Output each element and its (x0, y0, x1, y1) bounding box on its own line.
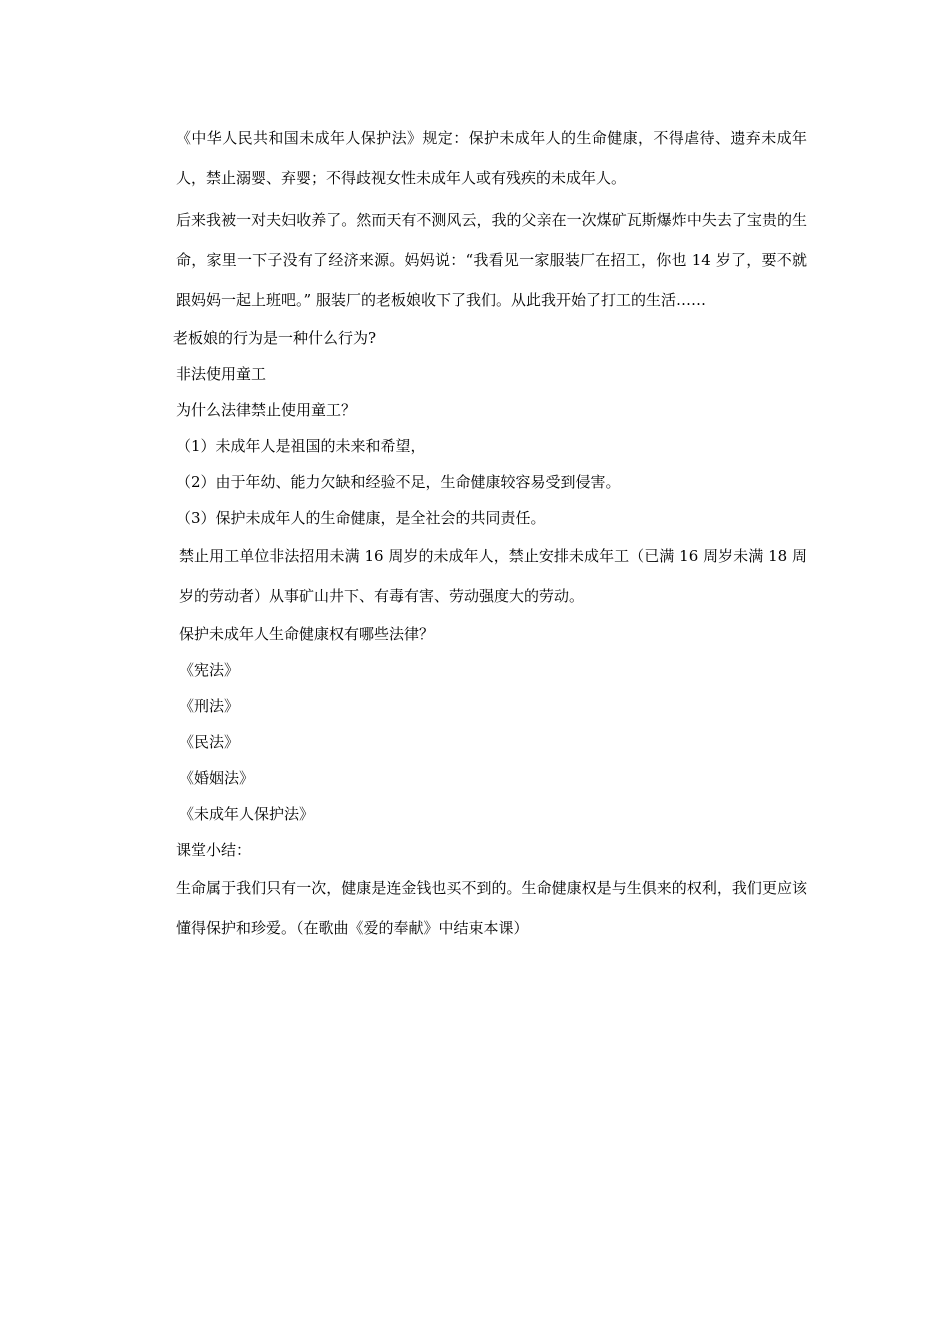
document-page (145, 118, 807, 948)
question-boss-behavior: 老板娘的行为是一种什么行为? (173, 329, 377, 347)
paragraph-employment-rule: 禁止用工单位非法招用未满 16 周岁的未成年人，禁止安排未成年工（已满 16 周岁未满 18 周岁的劳动者）从事矿山井下、有毒有害、劳动强度大的劳动。 (179, 547, 807, 605)
law-marriage: 《婚姻法》 (179, 769, 255, 787)
paragraph-summary: 生命属于我们只有一次，健康是连金钱也买不到的。生命健康权是与生俱来的权利，我们更应该懂得保护和珍爱。（在歌曲《爱的奉献》中结束本课） (176, 879, 807, 937)
reason-item-2: （2）由于年幼、能力欠缺和经验不足，生命健康较容易受到侵害。 (176, 473, 621, 491)
paragraph-law-provision: 《中华人民共和国未成年人保护法》规定：保护未成年人的生命健康，不得虐待、遗弃未成年人，禁止溺婴、弃婴；不得歧视女性未成年人或有残疾的未成年人。 (176, 129, 807, 187)
reason-item-1: （1）未成年人是祖国的未来和希望， (176, 437, 426, 455)
law-constitution: 《宪法》 (179, 661, 240, 679)
law-criminal: 《刑法》 (179, 697, 240, 715)
summary-heading: 课堂小结： (176, 841, 252, 859)
law-civil: 《民法》 (179, 733, 240, 751)
paragraph-story: 后来我被一对夫妇收养了。然而天有不测风云，我的父亲在一次煤矿瓦斯爆炸中失去了宝贵的生命，家里一下子没有了经济来源。妈妈说：“我看见一家服装厂在招工，你也 14 岁了，要不就跟妈妈一起上班吧。” 服装厂的老板娘收下了我们。从此我开始了打工的生活…… (176, 211, 807, 309)
question-why-prohibited: 为什么法律禁止使用童工？ (176, 401, 357, 419)
question-which-laws: 保护未成年人生命健康权有哪些法律？ (179, 625, 435, 643)
reason-item-3: （3）保护未成年人的生命健康，是全社会的共同责任。 (176, 509, 546, 527)
answer-child-labor: 非法使用童工 (176, 365, 267, 383)
law-minors-protection: 《未成年人保护法》 (179, 805, 315, 823)
